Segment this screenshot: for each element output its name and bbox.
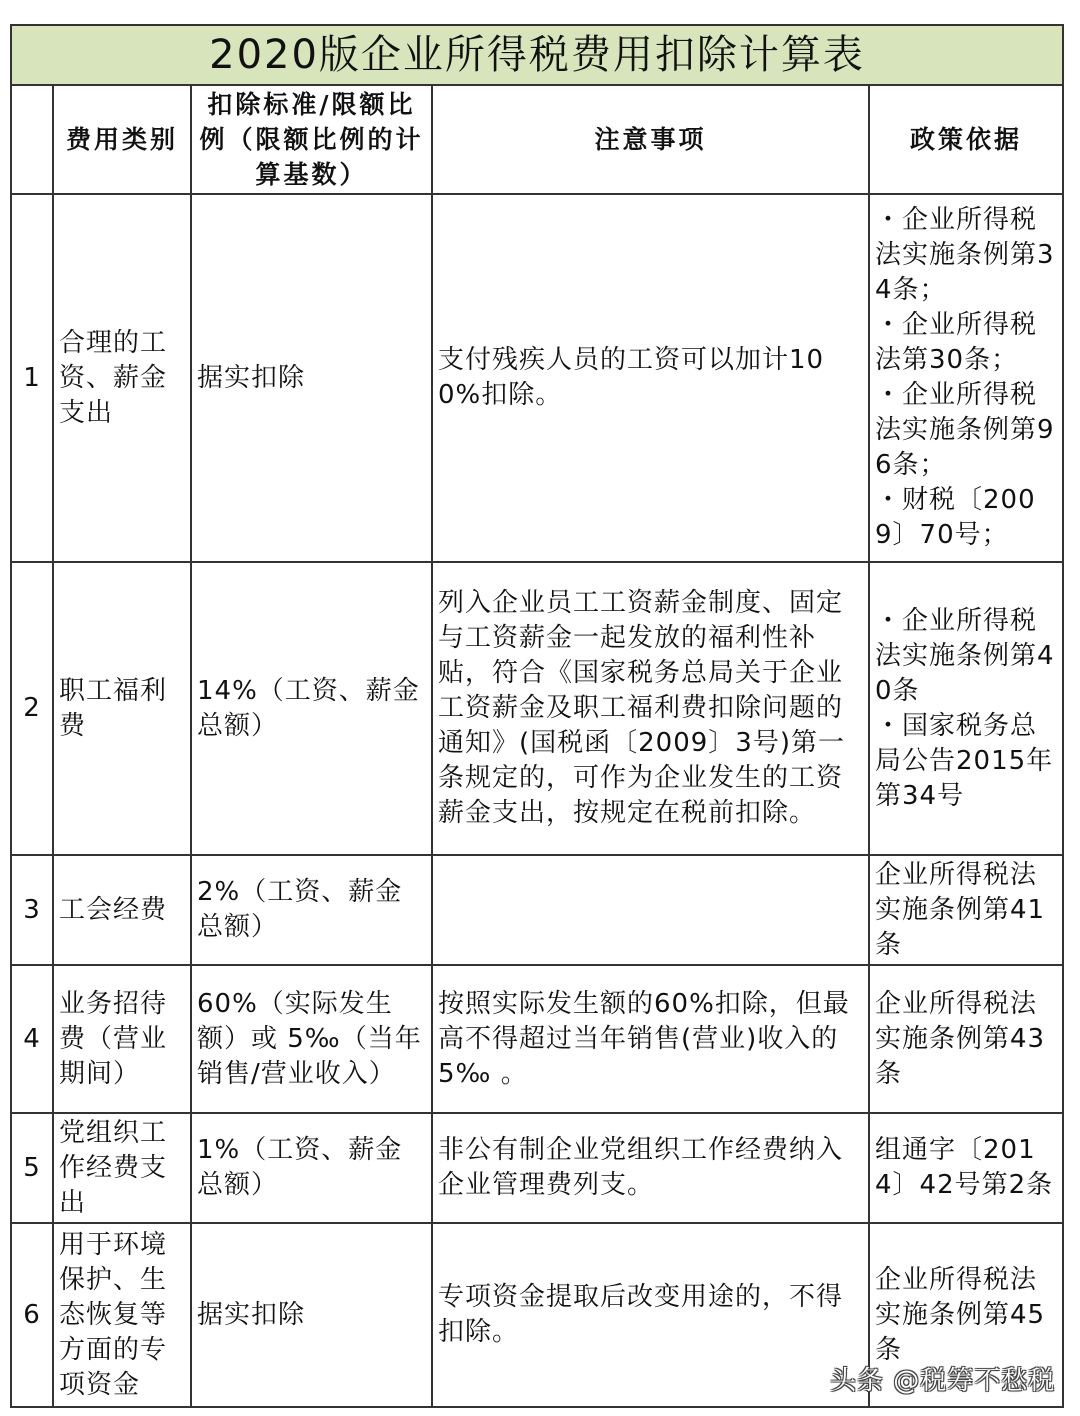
row-category: 用于环境保护、生态恢复等方面的专项资金 (53, 1223, 191, 1407)
row-number: 1 (11, 194, 53, 562)
deduction-table (10, 24, 1064, 1408)
row-number: 3 (11, 855, 53, 965)
row-number: 5 (11, 1113, 53, 1223)
row-standard: 据实扣除 (191, 194, 432, 562)
row-notes: 按照实际发生额的60%扣除，但最高不得超过当年销售(营业)收入的5‰ 。 (432, 965, 869, 1113)
header-number (11, 85, 53, 194)
title-row (11, 25, 1063, 85)
policy-line: ・国家税务总局公告2015年第34号 (875, 710, 1054, 811)
policy-line: 企业所得税法实施条例第43条 (875, 988, 1046, 1089)
row-standard: 14%（工资、薪金总额） (191, 562, 432, 855)
policy-line: ・财税〔2009〕70号； (875, 485, 1036, 550)
policy-line: 组通字〔2014〕42号第2条 (875, 1135, 1054, 1200)
row-policy (869, 562, 1063, 855)
row-standard: 据实扣除 (191, 1223, 432, 1407)
watermark: 头条 @税筹不愁税 (830, 1366, 1056, 1396)
row-notes: 非公有制企业党组织工作经费纳入企业管理费列支。 (432, 1113, 869, 1223)
row-category: 职工福利费 (53, 562, 191, 855)
row-notes: 列入企业员工工资薪金制度、固定与工资薪金一起发放的福利性补贴，符合《国家税务总局关于企业工资薪金及职工福利费扣除问题的通知》(国税函〔2009〕3号)第一条规定的，可作为企业发生的工资薪金支出，按规定在税前扣除。 (432, 562, 869, 855)
policy-line: ・企业所得税法实施条例第40条 (875, 605, 1055, 706)
row-category: 业务招待费（营业期间） (53, 965, 191, 1113)
table-row (11, 562, 1063, 855)
header-policy: 政策依据 (869, 85, 1063, 194)
row-number: 4 (11, 965, 53, 1113)
row-notes (432, 855, 869, 965)
header-category: 费用类别 (53, 85, 191, 194)
policy-line: ・企业所得税法实施条例第34条； (875, 205, 1055, 305)
row-policy (869, 965, 1063, 1113)
row-number: 6 (11, 1223, 53, 1407)
table-row (11, 855, 1063, 965)
row-standard: 1%（工资、薪金总额） (191, 1113, 432, 1223)
row-standard: 2%（工资、薪金总额） (191, 855, 432, 965)
table-row (11, 194, 1063, 562)
policy-line: ・企业所得税法第30条； (875, 310, 1038, 375)
policy-line: ・企业所得税法实施条例第96条； (875, 380, 1055, 480)
row-policy (869, 194, 1063, 562)
row-category: 合理的工资、薪金支出 (53, 194, 191, 562)
row-standard: 60%（实际发生额）或 5‰（当年销售/营业收入） (191, 965, 432, 1113)
policy-line: 企业所得税法实施条例第41条 (875, 859, 1046, 960)
row-number: 2 (11, 562, 53, 855)
table-row (11, 965, 1063, 1113)
row-category: 工会经费 (53, 855, 191, 965)
tax-deduction-sheet (10, 24, 1062, 1408)
table-row (11, 1113, 1063, 1223)
table-title: 2020版企业所得税费用扣除计算表 (11, 25, 1063, 85)
row-policy (869, 1113, 1063, 1223)
row-category: 党组织工作经费支出 (53, 1113, 191, 1223)
header-notes: 注意事项 (432, 85, 869, 194)
header-row (11, 85, 1063, 194)
row-policy (869, 855, 1063, 965)
row-notes: 支付残疾人员的工资可以加计100%扣除。 (432, 194, 869, 562)
header-standard: 扣除标准/限额比例（限额比例的计算基数） (191, 85, 432, 194)
row-notes: 专项资金提取后改变用途的，不得扣除。 (432, 1223, 869, 1407)
policy-line: 企业所得税法实施条例第45条 (875, 1264, 1046, 1365)
